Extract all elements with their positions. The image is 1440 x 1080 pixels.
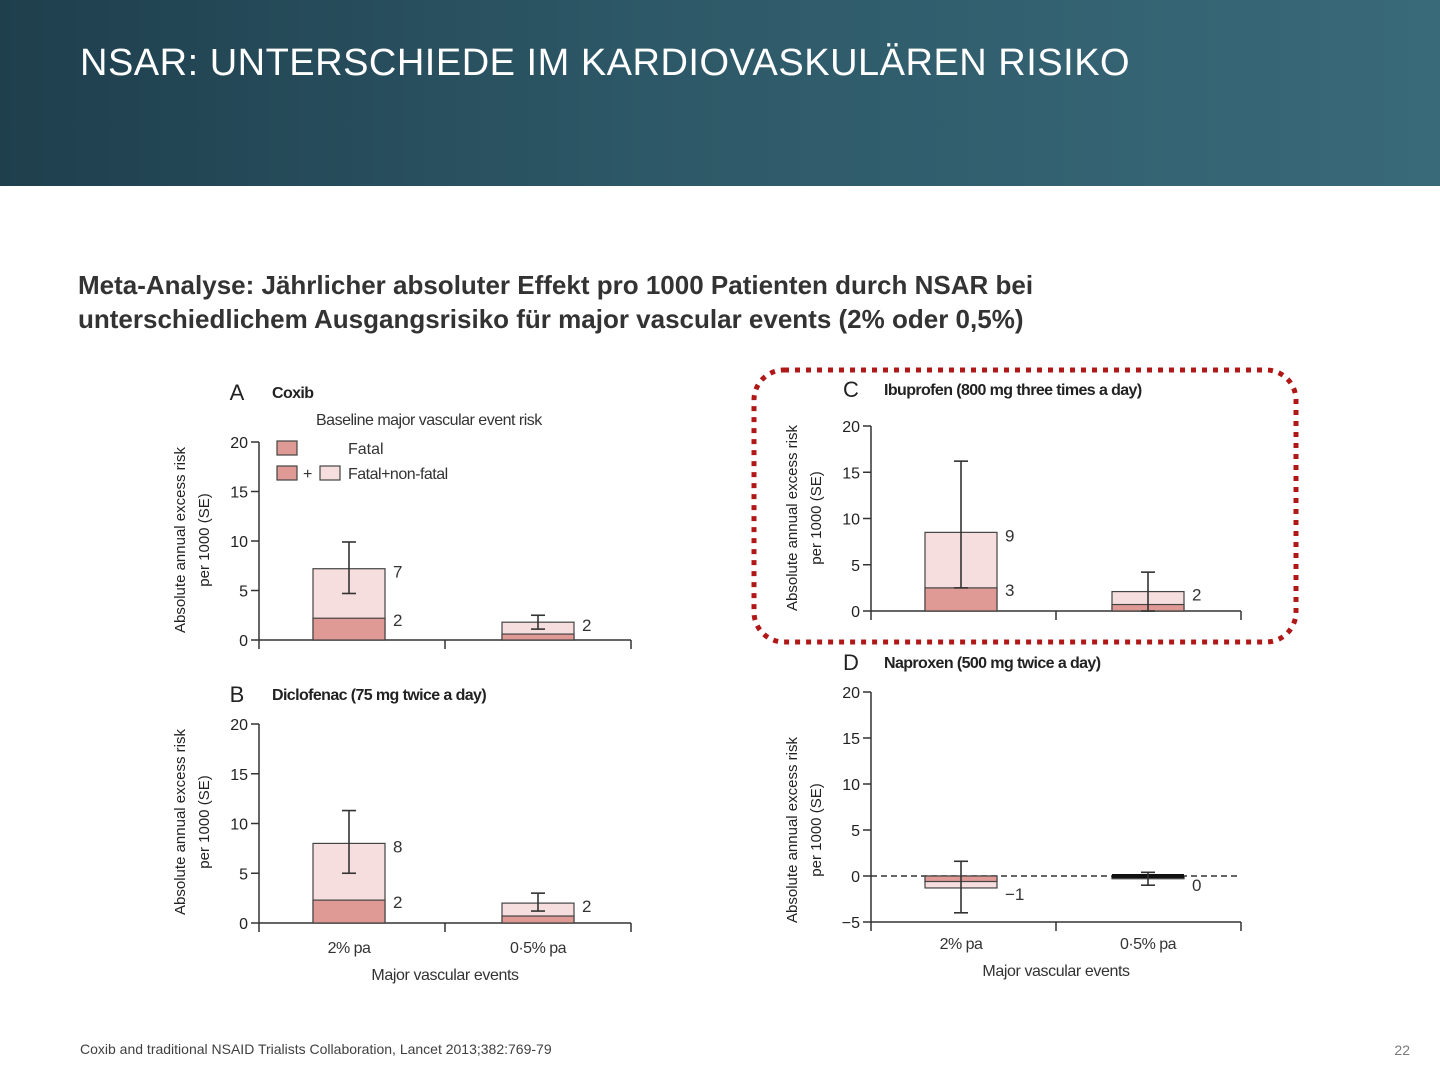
x-category-label: 0·5% pa <box>1119 936 1177 953</box>
y-tick-label: 0 <box>239 916 248 933</box>
y-axis-label-line-2: per 1000 (SE) <box>808 471 825 565</box>
y-tick-label: 15 <box>842 465 860 483</box>
data-label-total: 2 <box>582 616 592 636</box>
y-axis-label-line-1: Absolute annual excess risk <box>172 729 189 915</box>
panel-a <box>172 380 631 650</box>
legend-swatch-fatal-2 <box>277 466 297 480</box>
highlight-frame <box>754 370 1296 642</box>
y-tick-label: 20 <box>230 717 248 734</box>
data-label-total: 8 <box>393 837 403 857</box>
legend-swatch-fatal <box>277 441 297 455</box>
x-category-label: 0·5% pa <box>509 940 567 957</box>
panel-letter: D <box>843 650 859 675</box>
panel-title: Diclofenac (75 mg twice a day) <box>272 687 487 704</box>
data-label-total: 7 <box>393 562 403 582</box>
data-label-total: 9 <box>1005 526 1015 546</box>
y-tick-label: 0 <box>851 604 860 621</box>
y-tick-label: 5 <box>851 557 860 575</box>
x-axis-label: Major vascular events <box>371 967 519 984</box>
y-axis-label-line-2: per 1000 (SE) <box>808 783 825 877</box>
panel-title: Naproxen (500 mg twice a day) <box>884 655 1101 672</box>
x-axis-label: Major vascular events <box>982 963 1130 980</box>
y-axis-label <box>784 737 825 923</box>
legend-label-fatal: Fatal <box>348 441 384 458</box>
y-axis-label <box>172 447 213 633</box>
y-tick-label: 0 <box>239 633 248 650</box>
y-axis-label-line-1: Absolute annual excess risk <box>784 737 801 923</box>
panel-title: Ibuprofen (800 mg three times a day) <box>884 382 1142 399</box>
legend-title: Baseline major vascular event risk <box>316 412 542 429</box>
data-label-fatal: 2 <box>393 611 403 631</box>
panel-letter: C <box>843 377 859 402</box>
panel-d <box>784 650 1241 980</box>
panel-title: Coxib <box>272 385 314 402</box>
panel-letter: A <box>229 380 245 405</box>
y-tick-label: 5 <box>239 583 248 601</box>
y-tick-label: 20 <box>842 419 860 436</box>
y-tick-label: 20 <box>842 685 860 702</box>
data-label-total: 2 <box>1192 585 1202 605</box>
page-number: 22 <box>1394 1042 1410 1058</box>
y-axis-label-line-2: per 1000 (SE) <box>196 493 213 587</box>
slide-title: NSAR: UNTERSCHIEDE IM KARDIOVASKULÄREN RISIKO <box>80 42 1131 84</box>
y-tick-label: −5 <box>841 915 860 932</box>
citation: Coxib and traditional NSAID Trialists Collaboration, Lancet 2013;382:769-79 <box>80 1041 552 1057</box>
y-axis-label-line-1: Absolute annual excess risk <box>172 447 189 633</box>
x-category-label: 2% pa <box>939 936 983 953</box>
data-label-total: 0 <box>1192 875 1202 895</box>
y-tick-label: 10 <box>230 534 248 551</box>
bar-fatal <box>502 634 574 640</box>
subtitle-line-2: unterschiedlichem Ausgangsrisiko für major vascular events (2% oder 0,5%) <box>78 304 1024 334</box>
legend-swatch-fatal-nonfatal <box>320 466 340 480</box>
data-label-fatal: 3 <box>1005 580 1015 600</box>
y-tick-label: 10 <box>842 511 860 529</box>
y-axis-label-line-2: per 1000 (SE) <box>196 775 213 869</box>
panel-letter: B <box>229 682 245 707</box>
y-axis-label <box>172 729 213 915</box>
y-tick-label: 10 <box>842 777 860 794</box>
bar-fatal <box>925 588 997 611</box>
legend-plus: + <box>303 466 313 483</box>
subtitle-line-1: Meta-Analyse: Jährlicher absoluter Effekt pro 1000 Patienten durch NSAR bei <box>78 270 1034 300</box>
y-tick-label: 0 <box>851 869 860 886</box>
data-label-fatal: 2 <box>393 893 403 913</box>
bar-fatal <box>502 916 574 923</box>
legend-label-fatal-nonfatal: Fatal+non-fatal <box>348 466 448 483</box>
bar-fatal <box>313 900 385 923</box>
data-label-total: −1 <box>1005 884 1025 904</box>
y-tick-label: 15 <box>230 484 248 502</box>
panel-b <box>172 682 631 984</box>
y-tick-label: 20 <box>230 435 248 452</box>
y-tick-label: 10 <box>230 816 248 834</box>
panel-c <box>754 370 1296 642</box>
y-tick-label: 15 <box>842 731 860 748</box>
data-label-total: 2 <box>582 897 592 917</box>
x-category-label: 2% pa <box>327 940 371 957</box>
y-axis-label <box>784 425 825 611</box>
bar-fatal <box>313 618 385 640</box>
y-tick-label: 15 <box>230 766 248 784</box>
y-tick-label: 5 <box>239 866 248 884</box>
y-axis-label-line-1: Absolute annual excess risk <box>784 425 801 611</box>
y-tick-label: 5 <box>851 823 860 840</box>
